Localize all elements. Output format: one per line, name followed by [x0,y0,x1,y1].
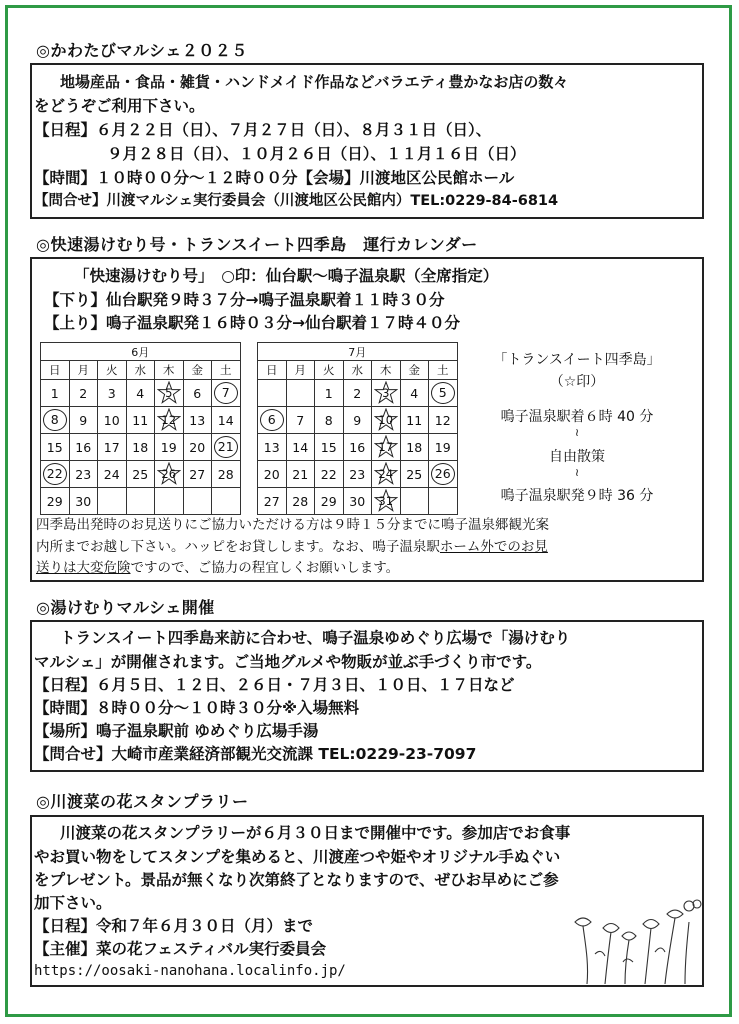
yukemuri-marche-box [30,620,704,772]
yukemuri-circle-mark: 8 [43,409,67,431]
calendar-day: 9 [343,407,372,434]
calendar-day [372,461,401,488]
stamp-rally-box [30,815,704,987]
calendar-day: 28 [286,488,315,515]
calendar-day [429,380,458,407]
shikishima-star-mark: 3 [374,381,398,405]
yukemuri-circle-mark: 22 [43,463,67,485]
shikishima-free-walk: 自由散策 [549,449,605,465]
calendar-day: 8 [315,407,344,434]
calendar-day: 18 [126,434,155,461]
calendar-day: 29 [315,488,344,515]
calendar-day [372,488,401,515]
calendar-day [126,488,155,515]
yukemuri-circle-mark: 7 [214,382,238,404]
calendar-day: 25 [400,461,429,488]
section-heading-kawatabi-marche: ◎かわたびマルシェ２０２５ [36,41,248,60]
shikishima-star-mark: 10 [374,408,398,432]
shikishima-mark: （☆印） [549,374,605,390]
weekday-header: 金 [400,361,429,380]
calendar-day: 18 [400,434,429,461]
marche-contact: 【問合せ】川渡マルシェ実行委員会（川渡地区公民館内）TEL:0229-84-6814 [34,193,559,209]
send-off-note-line1: 四季島出発時のお見送りにご協力いただける方は９時１５分までに鳴子温泉郷観光案 [36,517,549,533]
shikishima-star-mark: 17 [374,435,398,459]
weekday-header: 火 [315,361,344,380]
calendar-day: 3 [98,380,127,407]
marche-intro-line1: 地場産品・食品・雑貨・ハンドメイド作品などバラエティ豊かなお店の数々 [60,73,569,91]
calendar-day [372,380,401,407]
shikishima-arrival: 鳴子温泉駅着６時 40 分 [500,409,654,425]
calendar-day: 14 [212,407,241,434]
yukemuri-schedule: 【日程】６月５日、１２日、２６日・７月３日、１０日、１７日など [34,676,515,694]
weekday-header: 火 [98,361,127,380]
stamp-rally-line2: やお買い物をしてスタンプを集めると、川渡産つや姫やオリジナル手ぬぐい [34,848,561,866]
weekday-header: 木 [155,361,184,380]
calendar-day: 17 [98,434,127,461]
calendar-day: 20 [258,461,287,488]
shikishima-star-mark: 5 [157,381,181,405]
calendar-day: 11 [126,407,155,434]
flower-illustration [567,892,702,984]
yukemuri-circle-mark: 26 [431,463,455,485]
calendar-day: 12 [429,407,458,434]
calendar-day: 23 [69,461,98,488]
june-title: 6月 [41,343,241,361]
yukemuri-contact: 【問合せ】大崎市産業経済部観光交流課 TEL:0229-23-7097 [34,745,477,763]
shikishima-star-mark: 12 [157,408,181,432]
yukemuri-intro-line1: トランスイート四季島来訪に合わせ、鳴子温泉ゆめぐり広場で「湯けむり [60,629,571,647]
stamp-rally-schedule: 【日程】令和７年６月３０日（月）まで [34,917,314,935]
weekday-header: 日 [258,361,287,380]
calendar-day [429,461,458,488]
train-calendar-box [30,257,704,582]
marche-schedule-line1: 【日程】６月２２日（日）、７月２７日（日）、８月３１日（日）、 [34,121,492,139]
june-calendar [40,342,241,515]
stamp-rally-line4: 加下さい。 [34,894,112,912]
calendar-day: 15 [315,434,344,461]
shikishima-tilde-1: ≀ [574,426,580,439]
stamp-rally-line1: 川渡菜の花スタンプラリーが６月３０日まで開催中です。参加店でお食事 [60,824,571,842]
calendar-day [155,488,184,515]
calendar-day: 22 [315,461,344,488]
calendar-day [258,380,287,407]
weekday-header: 土 [212,361,241,380]
calendar-day: 6 [183,380,212,407]
calendar-day: 4 [400,380,429,407]
yukemuri-time: 【時間】８時００分～１０時３０分※入場無料 [34,699,360,717]
calendar-day [258,407,287,434]
calendar-day: 30 [69,488,98,515]
calendar-day: 24 [98,461,127,488]
shikishima-title: 「トランスイート四季島」 [493,352,661,368]
weekday-header: 水 [126,361,155,380]
yukemuri-place: 【場所】鳴子温泉駅前 ゆめぐり広場手湯 [34,722,319,740]
calendar-day: 4 [126,380,155,407]
calendar-day: 19 [155,434,184,461]
calendar-day [286,380,315,407]
calendar-day: 1 [315,380,344,407]
shikishima-star-mark: 24 [374,462,398,486]
calendar-day: 29 [41,488,70,515]
calendar-day: 7 [286,407,315,434]
calendar-day: 21 [286,461,315,488]
calendar-day [372,434,401,461]
calendar-day [429,488,458,515]
yukemuri-circle-mark: 6 [260,409,284,431]
calendar-day: 2 [343,380,372,407]
section-heading-stamp-rally: ◎川渡菜の花スタンプラリー [36,792,249,811]
weekday-header: 金 [183,361,212,380]
calendar-day [400,488,429,515]
calendar-day: 10 [98,407,127,434]
calendar-day: 19 [429,434,458,461]
calendar-day: 30 [343,488,372,515]
weekday-header: 土 [429,361,458,380]
kawatabi-marche-box [30,63,704,219]
calendar-day: 28 [212,461,241,488]
calendar-day: 27 [183,461,212,488]
calendar-day [41,461,70,488]
yukemuri-down-train: 【下り】仙台駅発９時３７分→鳴子温泉駅着１１時３０分 [44,291,445,309]
calendar-day [155,407,184,434]
calendar-day: 15 [41,434,70,461]
july-calendar [257,342,458,515]
section-heading-yukemuri-marche: ◎湯けむりマルシェ開催 [36,598,215,617]
shikishima-star-mark: 26 [157,462,181,486]
calendar-day: 27 [258,488,287,515]
marche-intro-line2: をどうぞご利用下さい。 [34,97,205,115]
yukemuri-intro-line2: マルシェ」が開催されます。ご当地グルメや物販が並ぶ手づくり市です。 [34,653,542,671]
calendar-day [98,488,127,515]
calendar-day [372,407,401,434]
send-off-note-line2: 内所までお越し下さい。ハッピをお貸しします。なお、鳴子温泉駅ホーム外でのお見 [36,539,548,555]
marche-time-venue: 【時間】１０時００分～１２時００分【会場】川渡地区公民館ホール [34,169,515,187]
calendar-day: 14 [286,434,315,461]
calendar-day: 1 [41,380,70,407]
yukemuri-up-train: 【上り】鳴子温泉駅発１６時０３分→仙台駅着１７時４０分 [44,314,460,332]
calendar-day: 16 [343,434,372,461]
calendar-day: 2 [69,380,98,407]
weekday-header: 木 [372,361,401,380]
stamp-rally-line3: をプレゼント。景品が無くなり次第終了となりますので、ぜひお早めにご参 [34,871,559,889]
calendar-day: 25 [126,461,155,488]
calendar-day: 16 [69,434,98,461]
send-off-note-line3: 送りは大変危険ですので、ご協力の程宜しくお願いします。 [36,560,400,576]
calendar-day [212,488,241,515]
weekday-header: 月 [286,361,315,380]
calendar-day [212,380,241,407]
calendar-day [155,461,184,488]
weekday-header: 水 [343,361,372,380]
calendar-day [155,380,184,407]
calendar-day: 13 [258,434,287,461]
yukemuri-legend: 「快速湯けむり号」 ○印：仙台駅～鳴子温泉駅（全席指定） [74,267,499,285]
shikishima-tilde-2: ≀ [574,466,580,479]
calendar-day: 23 [343,461,372,488]
shikishima-departure: 鳴子温泉駅発９時 36 分 [500,488,654,504]
weekday-header: 月 [69,361,98,380]
calendar-day [212,434,241,461]
marche-schedule-line2: ９月２８日（日）、１０月２６日（日）、１１月１６日（日） [107,145,526,163]
stamp-rally-url[interactable]: https://oosaki-nanohana.localinfo.jp/ [34,963,346,979]
calendar-day [183,488,212,515]
calendar-day [41,407,70,434]
section-heading-train-calendar: ◎快速湯けむり号・トランスイート四季島 運行カレンダー [36,235,478,254]
yukemuri-circle-mark: 21 [214,436,238,458]
calendar-day: 9 [69,407,98,434]
weekday-header: 日 [41,361,70,380]
calendar-day: 13 [183,407,212,434]
yukemuri-circle-mark: 5 [431,382,455,404]
calendar-day: 11 [400,407,429,434]
calendar-day: 20 [183,434,212,461]
shikishima-star-mark: 31 [374,489,398,513]
stamp-rally-organizer: 【主催】菜の花フェスティバル実行委員会 [34,940,327,958]
july-title: 7月 [258,343,458,361]
